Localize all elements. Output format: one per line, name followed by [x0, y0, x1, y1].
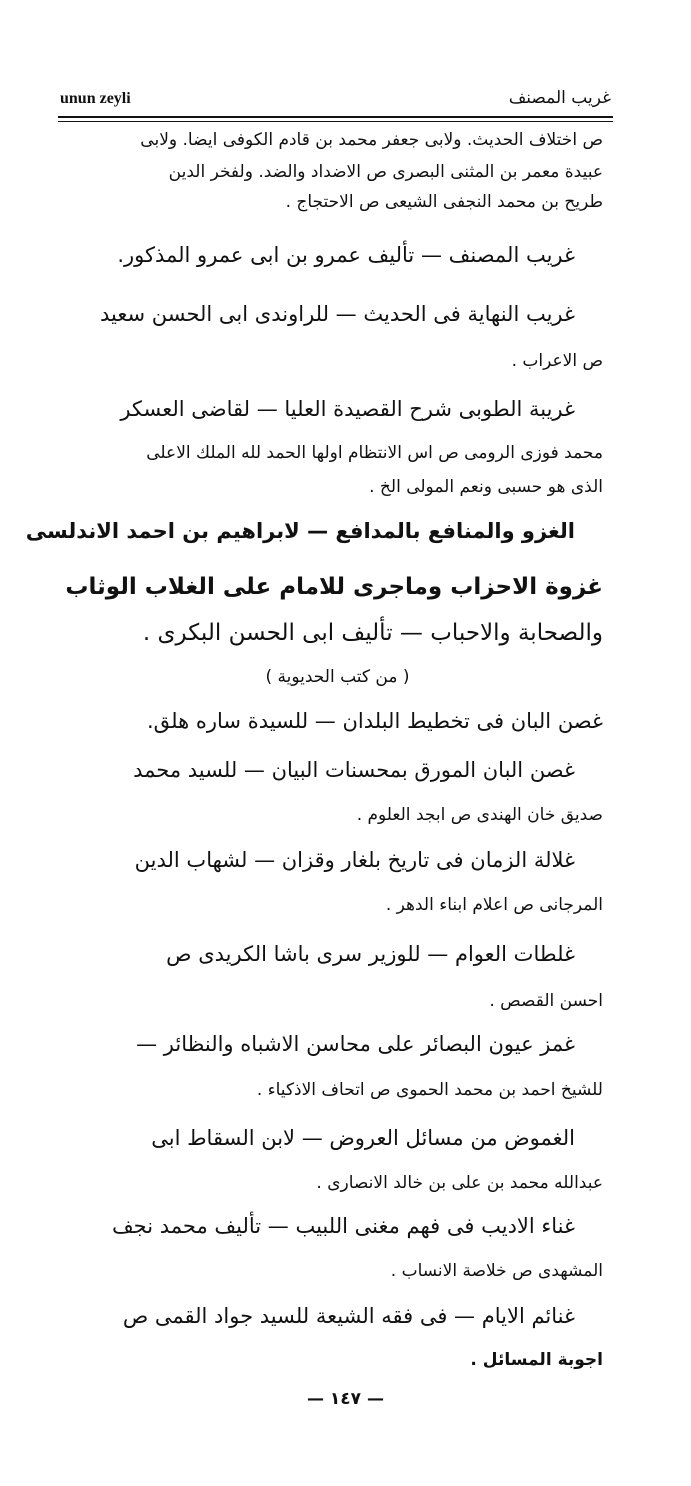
text-line: طريح بن محمد النجفى الشيعى ص الاحتجاج .: [285, 192, 603, 212]
text-line: عبدالله محمد بن على بن خالد الانصارى .: [316, 1173, 603, 1193]
text-line: غصن البان المورق بمحسنات البيان — للسيد محمد: [133, 758, 575, 782]
text-line: للشيخ احمد بن محمد الحموى ص اتحاف الاذكياء .: [256, 1080, 603, 1100]
text-line: غصن البان فى تخطيط البلدان — للسيدة ساره هلق.: [146, 709, 603, 733]
text-line: غلطات العوام — للوزير سرى باشا الكريدى ص: [166, 942, 575, 966]
text-line: المشهدى ص خلاصة الانساب .: [390, 1261, 603, 1281]
text-line: اجوبة المسائل .: [470, 1350, 603, 1370]
running-header-right: غريب المصنف: [508, 88, 611, 108]
text-line: صديق خان الهندى ص ابجد العلوم .: [356, 805, 603, 825]
text-line: غريب المصنف — تأليف عمرو بن ابى عمرو المذكور.: [117, 243, 575, 267]
text-line: غريبة الطوبى شرح القصيدة العليا — لقاضى العسكر: [120, 397, 575, 421]
running-header-left: unun zeyli: [60, 90, 131, 107]
text-line: الغموض من مسائل العروض — لابن السقاط ابى: [151, 1126, 575, 1150]
text-line: الغزو والمنافع بالمدافع — لابراهيم بن احمد الاندلسى: [25, 519, 575, 543]
text-line: غلالة الزمان فى تاريخ بلغار وقزان — لشهاب الدين: [134, 848, 575, 872]
header-rule-thin: [58, 121, 613, 122]
text-line: الذى هو حسبى ونعم المولى الخ .: [369, 477, 603, 497]
text-line: ص اختلاف الحديث. ولابى جعفر محمد بن قادم الكوفى ايضا. ولابى: [140, 130, 603, 150]
text-line: المرجانى ص اعلام ابناء الدهر .: [385, 895, 603, 915]
text-line: غناء الاديب فى فهم مغنى اللبيب — تأليف محمد نجف: [111, 1214, 575, 1238]
text-line: غريب النهاية فى الحديث — للراوندى ابى الحسن سعيد: [99, 302, 575, 326]
text-line: والصحابة والاحباب — تأليف ابى الحسن البكرى .: [142, 620, 603, 646]
text-line: غزوة الاحزاب وماجرى للامام على الغلاب الوثاب: [65, 574, 603, 600]
text-line: احسن القصص .: [489, 991, 603, 1011]
header-rule-thick: [58, 116, 613, 118]
text-line: غمز عيون البصائر على محاسن الاشباه والنظائر —: [136, 1032, 575, 1056]
text-line: عبيدة معمر بن المثنى البصرى ص الاضداد والضد. ولفخر الدين: [168, 162, 603, 182]
page-number: — ١٤٧ —: [307, 1389, 384, 1409]
text-line: محمد فوزى الرومى ص اس الانتظام اولها الحمد لله الملك الاعلى: [146, 443, 603, 463]
text-line: غنائم الايام — فى فقه الشيعة للسيد جواد القمى ص: [122, 1304, 575, 1328]
text-line: ص الاعراب .: [511, 351, 603, 371]
text-line: ( من كتب الحديوية ): [265, 667, 410, 687]
